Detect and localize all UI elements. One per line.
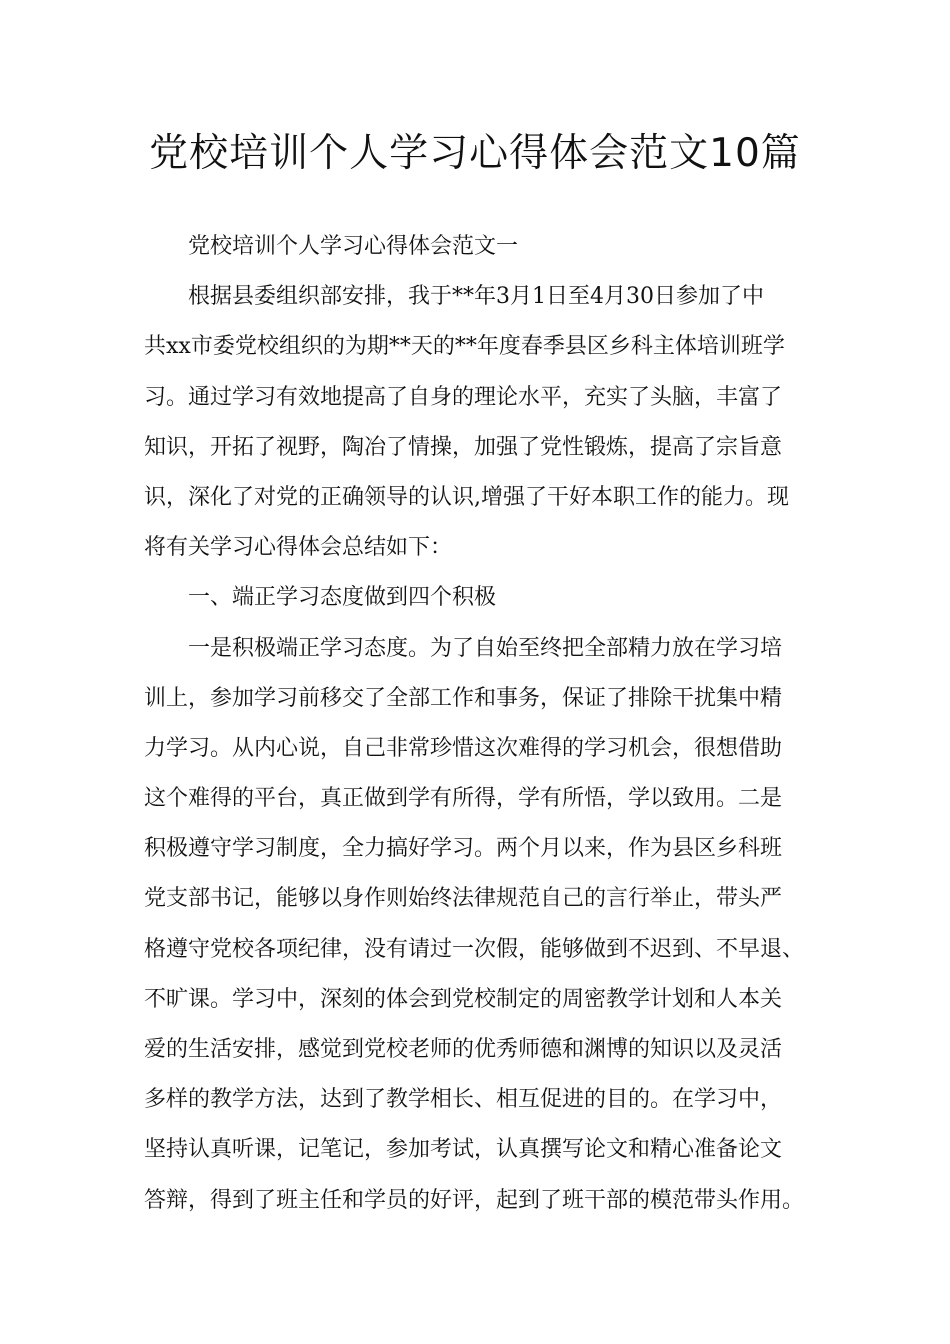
body-text-line: 这个难得的平台，真正做到学有所得，学有所悟，学以致用。二是 <box>144 786 783 812</box>
body-text-line: 共xx市委党校组织的为期**天的**年度春季县区乡科主体培训班学 <box>144 334 785 360</box>
body-text-line: 识，深化了对党的正确领导的认识,增强了干好本职工作的能力。现 <box>144 484 789 510</box>
body-text-line: 训上，参加学习前移交了全部工作和事务，保证了排除干扰集中精 <box>144 685 783 711</box>
body-text-line: 习。通过学习有效地提高了自身的理论水平，充实了头脑，丰富了 <box>144 384 783 410</box>
document-title: 党校培训个人学习心得体会范文10篇 <box>149 131 801 176</box>
body-text-line: 一、端正学习态度做到四个积极 <box>188 585 497 611</box>
body-text-line: 将有关学习心得体会总结如下： <box>144 535 453 561</box>
body-text-line: 知识，开拓了视野，陶冶了情操，加强了党性锻炼，提高了宗旨意 <box>144 434 783 460</box>
body-text-line: 一是积极端正学习态度。为了自始至终把全部精力放在学习培 <box>188 635 783 661</box>
body-text-line: 党支部书记，能够以身作则始终法律规范自己的言行举止，带头严 <box>144 886 783 912</box>
body-text-line: 积极遵守学习制度，全力搞好学习。两个月以来，作为县区乡科班 <box>144 836 783 862</box>
document-body <box>144 222 824 1226</box>
body-text-line: 多样的教学方法，达到了教学相长、相互促进的目的。在学习中， <box>144 1087 783 1113</box>
body-text-line: 力学习。从内心说，自己非常珍惜这次难得的学习机会，很想借助 <box>144 735 783 761</box>
body-text-line: 爱的生活安排，感觉到党校老师的优秀师德和渊博的知识以及灵活 <box>144 1037 783 1062</box>
body-text-line: 答辩，得到了班主任和学员的好评，起到了班干部的模范带头作用。 <box>144 1187 805 1213</box>
body-text-line: 党校培训个人学习心得体会范文一 <box>188 234 519 259</box>
body-text-line: 坚持认真听课，记笔记，参加考试，认真撰写论文和精心准备论文 <box>144 1137 783 1163</box>
body-text-line: 根据县委组织部安排，我于**年3月1日至4月30日参加了中 <box>188 284 764 310</box>
body-text-line: 格遵守党校各项纪律，没有请过一次假，能够做到不迟到、不早退、 <box>144 936 805 962</box>
body-text-line: 不旷课。学习中，深刻的体会到党校制定的周密教学计划和人本关 <box>144 986 783 1012</box>
